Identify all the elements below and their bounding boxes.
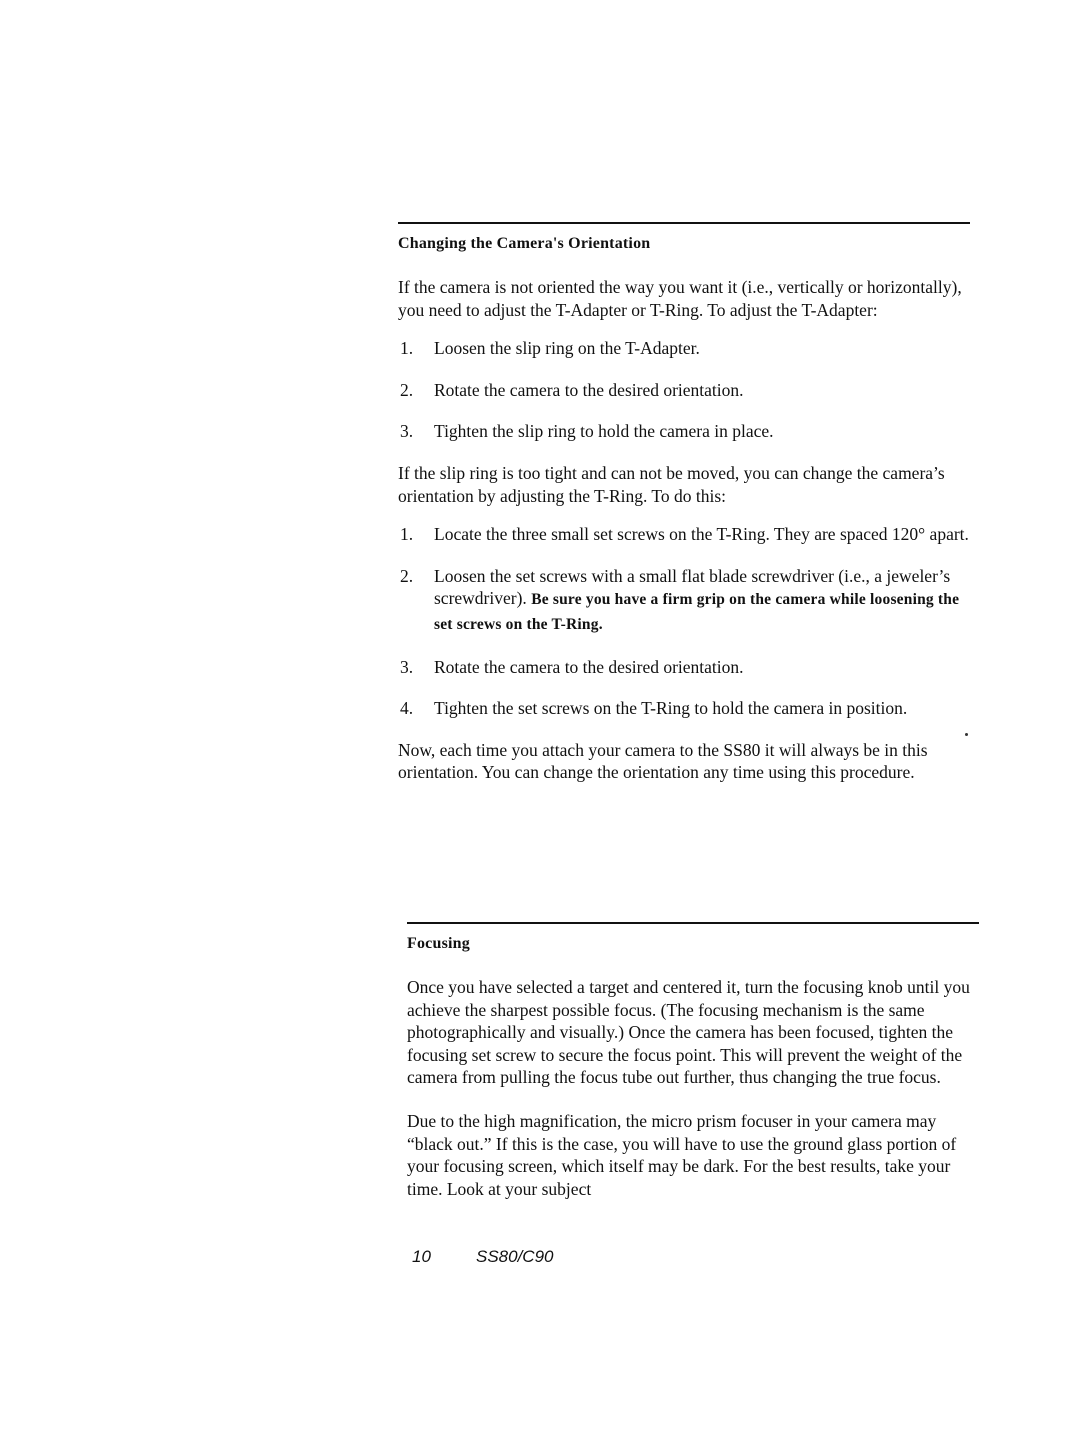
warning-text: Be sure you have a firm grip on the camera while loosening the set screws on the T-Ring. bbox=[434, 591, 960, 633]
step-text: Loosen the set screws with a small flat blade screwdriver (i.e., a jeweler’s screwdriver). bbox=[434, 565, 951, 609]
adapter-steps-list bbox=[398, 337, 970, 443]
scan-speck bbox=[965, 733, 968, 736]
step-number: 1. bbox=[400, 524, 414, 545]
ring-steps-list bbox=[398, 523, 970, 720]
section-focusing bbox=[407, 922, 979, 1216]
step-number: 4. bbox=[400, 698, 414, 719]
step-number: 2. bbox=[400, 565, 414, 586]
focusing-paragraph-1: Once you have selected a target and centered it, turn the focusing knob until you achieve the sharpest possible focus. (The focusing mechanism is the same photographically and visually.) Once the camera has been focused, tighten the focusing set screw to secure the focus point. This will prevent the weight of the camera from pulling the focus tube out further, thus changing the true focus. bbox=[407, 977, 970, 1088]
section-heading: Focusing bbox=[407, 935, 470, 952]
model-name: SS80/C90 bbox=[476, 1247, 554, 1266]
section-heading: Changing the Camera's Orientation bbox=[398, 235, 651, 252]
page-footer bbox=[412, 1246, 554, 1268]
step-number: 3. bbox=[400, 421, 414, 442]
list-item bbox=[398, 379, 970, 402]
list-item bbox=[398, 420, 970, 443]
list-item bbox=[398, 337, 970, 360]
step-number: 2. bbox=[400, 379, 414, 400]
section-divider bbox=[407, 922, 979, 924]
step-text: Rotate the camera to the desired orientation. bbox=[434, 379, 744, 400]
closing-paragraph: Now, each time you attach your camera to the SS80 it will always be in this orientation. You can change the orientation any time using this procedure. bbox=[398, 739, 928, 783]
step-text: Locate the three small set screws on the T-Ring. They are spaced 120° apart. bbox=[434, 524, 969, 545]
list-item bbox=[398, 565, 970, 637]
focusing-paragraph-2: Due to the high magnification, the micro prism focuser in your camera may “black out.” If this is the case, you will have to use the ground glass portion of your focusing screen, which itself may be dark. For the best results, take your time. Look at your subject bbox=[407, 1110, 957, 1199]
step-text: Tighten the slip ring to hold the camera in place. bbox=[434, 421, 774, 442]
step-number: 3. bbox=[400, 656, 414, 677]
list-item bbox=[398, 656, 970, 679]
step-text: Loosen the slip ring on the T-Adapter. bbox=[434, 338, 700, 359]
step-number: 1. bbox=[400, 338, 414, 359]
list-item bbox=[398, 697, 970, 720]
page-number: 10 bbox=[412, 1247, 431, 1266]
list-item bbox=[398, 523, 970, 546]
section-divider bbox=[398, 222, 970, 224]
step-text: Tighten the set screws on the T-Ring to hold the camera in position. bbox=[434, 698, 908, 719]
section-camera-orientation bbox=[398, 222, 970, 800]
step-text: Rotate the camera to the desired orientation. bbox=[434, 656, 744, 677]
middle-paragraph: If the slip ring is too tight and can not be moved, you can change the camera’s orientation by adjusting the T-Ring. To do this: bbox=[398, 462, 945, 506]
intro-paragraph: If the camera is not oriented the way you want it (i.e., vertically or horizontally), you need to adjust the T-Adapter or T-Ring. To adjust the T-Adapter: bbox=[398, 277, 962, 320]
